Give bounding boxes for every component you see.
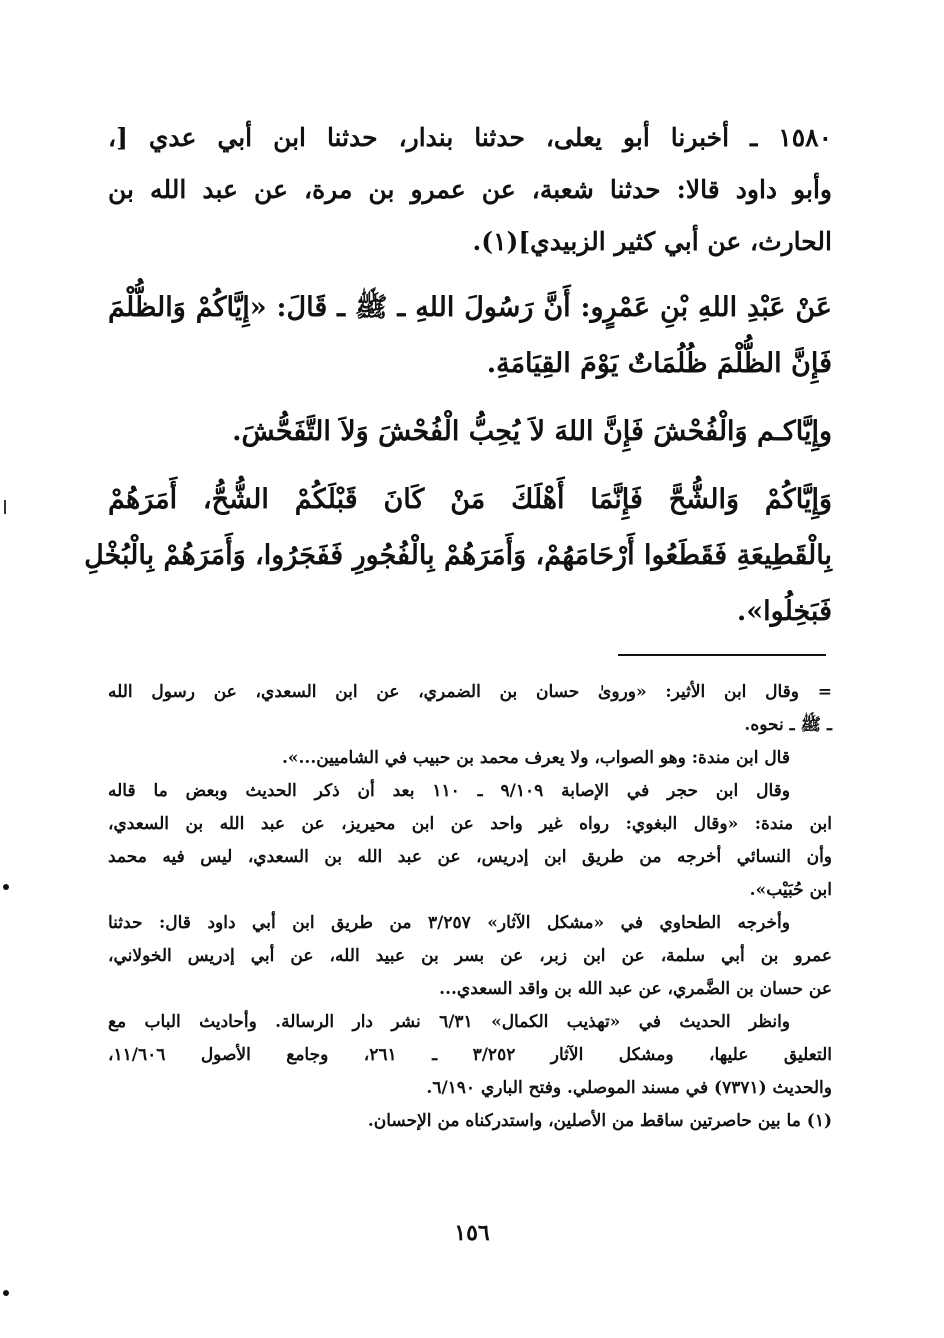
footnote-line: وانظر الحديث في «تهذيب الكمال» ٦/٣١ نشر دار الرسالة. وأحاديث الباب مع: [108, 1012, 790, 1032]
footnote-line: وقال ابن حجر في الإصابة ٩/١٠٩ ـ ١١٠ بعد أن ذكر الحديث وبعض ما قاله: [108, 781, 790, 801]
footnote-line: ـ ﷺ ـ نحوه.: [744, 715, 832, 735]
hadith-paragraph-1: [108, 280, 832, 392]
scan-mark: [3, 1290, 9, 1296]
page-number: ١٥٦: [454, 1220, 490, 1246]
hadith-paragraph-3: [84, 472, 832, 640]
isnad-line: ١٥٨٠ ـ أخبرنا أبو يعلى، حدثنا بندار، حدثنا ابن أبي عدي [،: [108, 123, 832, 152]
footnote-line: [108, 676, 832, 709]
footnote-text: ما بين حاصرتين ساقط من الأصلين، واستدركناه من الإحسان.: [367, 1111, 801, 1131]
hadith-paragraph-2: [108, 404, 832, 460]
footnote-text: وقال ابن الأثير: «وروىٰ حسان بن الضمري، عن ابن السعدي، عن رسول الله: [108, 682, 800, 702]
footnote-line: ابن حُبَيْب».: [749, 880, 832, 900]
footnote-line: عمرو بن أبي سلمة، عن ابن زبر، عن بسر بن عبيد الله، عن أبي إدريس الخولاني،: [108, 946, 832, 966]
hadith-line: فَإِنَّ الظُّلْمَ ظُلُمَاتٌ يَوْمَ القِيَامَةِ.: [486, 348, 832, 379]
hadith-line: بِالْقَطِيعَةِ فَقَطَعُوا أَرْحَامَهُمْ، وَأَمَرَهُمْ بِالْفُجُورِ فَفَجَرُوا، وَأَمَرَهُمْ بِالْبُخْلِ: [84, 540, 832, 571]
scan-mark: [3, 884, 9, 890]
hadith-line: فَبَخِلُوا».: [736, 596, 832, 627]
footnote-line: التعليق عليها، ومشكل الآثار ٣/٢٥٢ ـ ٢٦١، وجامع الأصول ١١/٦٠٦،: [108, 1045, 833, 1065]
continuation-mark: =: [817, 682, 833, 702]
hadith-line: وإِيَّاكـم وَالْفُحْشَ فَإِنَّ اللهَ لاَ يُحِبُّ الْفُحْشَ وَلاَ التَّفَحُّشَ.: [232, 416, 832, 447]
footnote-line: والحديث (٧٣٧١) في مسند الموصلي. وفتح الباري ٦/١٩٠.: [426, 1078, 832, 1098]
footnotes: [108, 676, 832, 1138]
isnad-paragraph: [108, 112, 832, 268]
footnote-line: ابن مندة: «وقال البغوي: رواه غير واحد عن ابن محيريز، عن عبد الله بن السعدي،: [108, 814, 832, 834]
main-text: [84, 112, 832, 640]
footnote-marker: (١): [806, 1111, 832, 1131]
hadith-line: عَنْ عَبْدِ اللهِ بْنِ عَمْرٍو: أَنَّ رَسُولَ اللهِ ـ ﷺ ـ قَالَ: «إِيَّاكُمْ وَالظُّلْمَ: [108, 292, 832, 323]
hadith-line: وَإِيَّاكُمْ وَالشُّحَّ فَإِنَّمَا أَهْلَكَ مَنْ كَانَ قَبْلَكُمْ الشُّحُّ، أَمَرَهُمْ: [108, 484, 832, 515]
footnote-line: وأخرجه الطحاوي في «مشكل الآثار» ٣/٢٥٧ من طريق ابن أبي داود قال: حدثنا: [108, 913, 790, 933]
footnote-separator: [618, 654, 826, 656]
footnote-line: قال ابن مندة: وهو الصواب، ولا يعرف محمد بن حبيب في الشاميين...».: [281, 748, 790, 768]
footnote-1: [108, 1105, 832, 1138]
scan-mark: [4, 500, 6, 514]
isnad-line: وأبو داود قالا: حدثنا شعبة، عن عمرو بن مرة، عن عبد الله بن: [108, 175, 832, 204]
isnad-line: الحارث، عن أبي كثير الزبيدي](١).: [472, 227, 832, 256]
footnote-line: عن حسان بن الضَّمري، عن عبد الله بن واقد السعدي...: [439, 979, 832, 999]
footnote-line: وأن النسائي أخرجه من طريق ابن إدريس، عن عبد الله بن السعدي، ليس فيه محمد: [108, 847, 832, 867]
